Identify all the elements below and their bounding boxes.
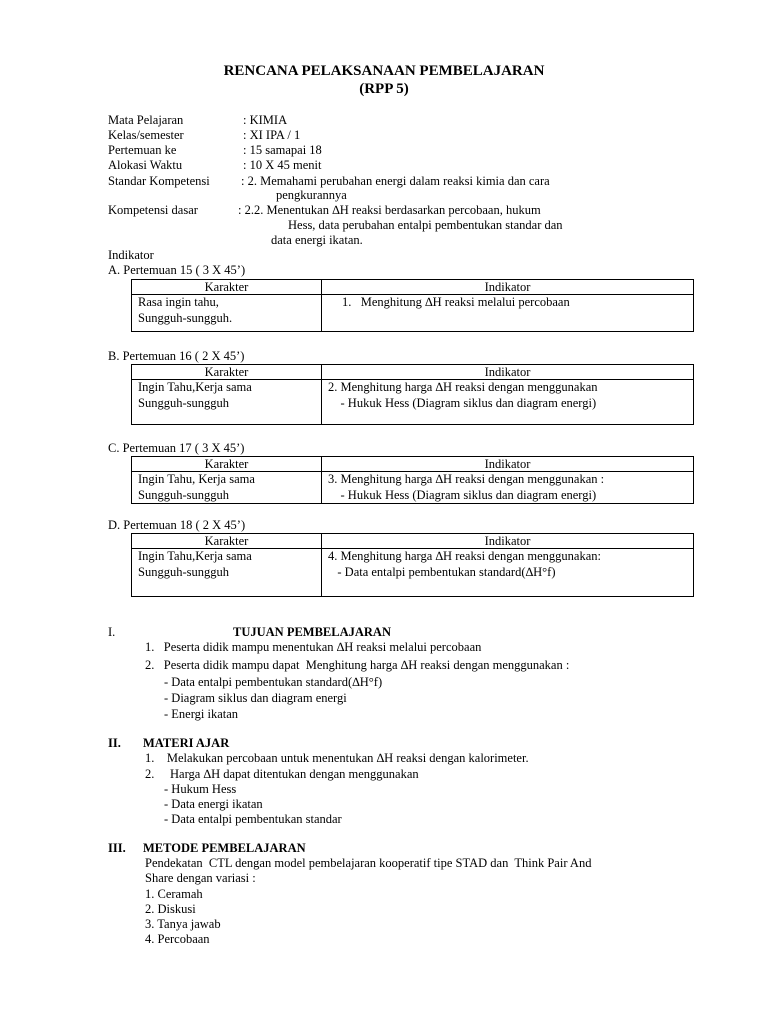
info-value: : XI IPA / 1 <box>243 128 301 142</box>
indikator-line: 4. Menghitung harga ∆H reaksi dengan menggunakan: <box>328 549 601 563</box>
indikator-cell <box>322 472 694 504</box>
sub-list-item: - Data entalpi pembentukan standard(∆H°f) <box>164 675 383 689</box>
karakter-line: Sungguh-sungguh <box>138 564 229 579</box>
list-item: 1. Ceramah <box>145 887 203 901</box>
karakter-line: Ingin Tahu,Kerja sama <box>138 380 252 394</box>
karakter-line: Rasa ingin tahu, <box>138 295 219 309</box>
info-label: Alokasi Waktu <box>108 158 183 172</box>
sub-list-item: - Data energi ikatan <box>164 797 263 811</box>
info-value: : 10 X 45 menit <box>243 158 322 172</box>
section-title: METODE PEMBELAJARAN <box>143 841 306 855</box>
info-label: Pertemuan ke <box>108 143 177 157</box>
karakter-line: Sungguh-sungguh <box>138 487 229 502</box>
karakter-line: Sungguh-sungguh. <box>138 310 233 325</box>
indikator-line: - Data entalpi pembentukan standard(∆H°f) <box>328 564 556 579</box>
section-number: I. <box>108 625 116 639</box>
info-label: Standar Kompetensi <box>108 174 210 188</box>
list-item: 3. Tanya jawab <box>145 917 221 931</box>
column-header: Indikator <box>322 457 694 472</box>
info-value: : KIMIA <box>243 113 288 127</box>
indikator-line: - Hukuk Hess (Diagram siklus dan diagram energi) <box>328 487 597 502</box>
column-header: Karakter <box>132 457 322 472</box>
info-value: : 2. Memahami perubahan energi dalam reaksi kimia dan cara <box>241 174 550 188</box>
karakter-cell <box>132 472 322 504</box>
column-header: Indikator <box>322 534 694 549</box>
meeting-heading: A. Pertemuan 15 ( 3 X 45’) <box>108 263 246 277</box>
paragraph-line: Pendekatan CTL dengan model pembelajaran kooperatif tipe STAD dan Think Pair And <box>145 856 592 870</box>
info-label: Kompetensi dasar <box>108 203 198 217</box>
indikator-line: 3. Menghitung harga ∆H reaksi dengan menggunakan : <box>328 472 605 486</box>
paragraph-line: Share dengan variasi : <box>145 871 256 885</box>
list-item: 4. Percobaan <box>145 932 210 946</box>
section-number: II. <box>108 736 121 750</box>
info-value-continued: Hess, data perubahan entalpi pembentukan standar dan <box>288 218 563 232</box>
karakter-line: Ingin Tahu,Kerja sama <box>138 549 252 563</box>
column-header: Karakter <box>132 534 322 549</box>
karakter-cell <box>132 549 322 597</box>
column-header: Indikator <box>322 365 694 380</box>
indikator-cell <box>322 549 694 597</box>
karakter-line: Sungguh-sungguh <box>138 395 229 410</box>
list-item: 1. Melakukan percobaan untuk menentukan ∆H reaksi dengan kalorimeter. <box>145 751 529 765</box>
indikator-line: 1. Menghitung ∆H reaksi melalui percobaan <box>342 295 570 309</box>
meeting-heading: C. Pertemuan 17 ( 3 X 45’) <box>108 441 245 455</box>
sub-list-item: - Energi ikatan <box>164 707 239 721</box>
karakter-line: Ingin Tahu, Kerja sama <box>138 472 255 486</box>
indikator-cell <box>322 295 694 332</box>
karakter-cell <box>132 295 322 332</box>
info-label: Kelas/semester <box>108 128 184 142</box>
list-item: 2. Peserta didik mampu dapat Menghitung harga ∆H reaksi dengan menggunakan : <box>145 658 570 672</box>
meeting-table <box>131 364 694 425</box>
column-header: Indikator <box>322 280 694 295</box>
document-subtitle: (RPP 5) <box>359 81 409 97</box>
info-value-continued: data energi ikatan. <box>271 233 363 247</box>
sub-list-item: - Hukum Hess <box>164 782 237 796</box>
column-header: Karakter <box>132 280 322 295</box>
section-title: MATERI AJAR <box>143 736 230 750</box>
info-value: : 15 samapai 18 <box>243 143 322 157</box>
list-item: 2. Diskusi <box>145 902 196 916</box>
list-item: 1. Peserta didik mampu menentukan ∆H reaksi melalui percobaan <box>145 640 482 654</box>
list-item: 2. Harga ∆H dapat ditentukan dengan menggunakan <box>145 767 419 781</box>
meeting-table <box>131 456 694 504</box>
info-value: : 2.2. Menentukan ∆H reaksi berdasarkan percobaan, hukum <box>238 203 541 217</box>
karakter-cell <box>132 380 322 425</box>
meeting-table <box>131 533 694 597</box>
sub-list-item: - Diagram siklus dan diagram energi <box>164 691 347 705</box>
section-title: TUJUAN PEMBELAJARAN <box>233 625 391 639</box>
info-value-continued: pengkurannya <box>276 188 347 202</box>
meeting-heading: D. Pertemuan 18 ( 2 X 45’) <box>108 518 246 532</box>
indikator-cell <box>322 380 694 425</box>
meeting-heading: B. Pertemuan 16 ( 2 X 45’) <box>108 349 245 363</box>
indikator-line: - Hukuk Hess (Diagram siklus dan diagram energi) <box>328 395 597 410</box>
document-title: RENCANA PELAKSANAAN PEMBELAJARAN <box>223 63 545 79</box>
section-number: III. <box>108 841 126 855</box>
indikator-line: 2. Menghitung harga ∆H reaksi dengan menggunakan <box>328 380 598 394</box>
column-header: Karakter <box>132 365 322 380</box>
info-label: Mata Pelajaran <box>108 113 184 127</box>
meeting-table <box>131 279 694 332</box>
indikator-heading: Indikator <box>108 248 154 262</box>
sub-list-item: - Data entalpi pembentukan standar <box>164 812 342 826</box>
